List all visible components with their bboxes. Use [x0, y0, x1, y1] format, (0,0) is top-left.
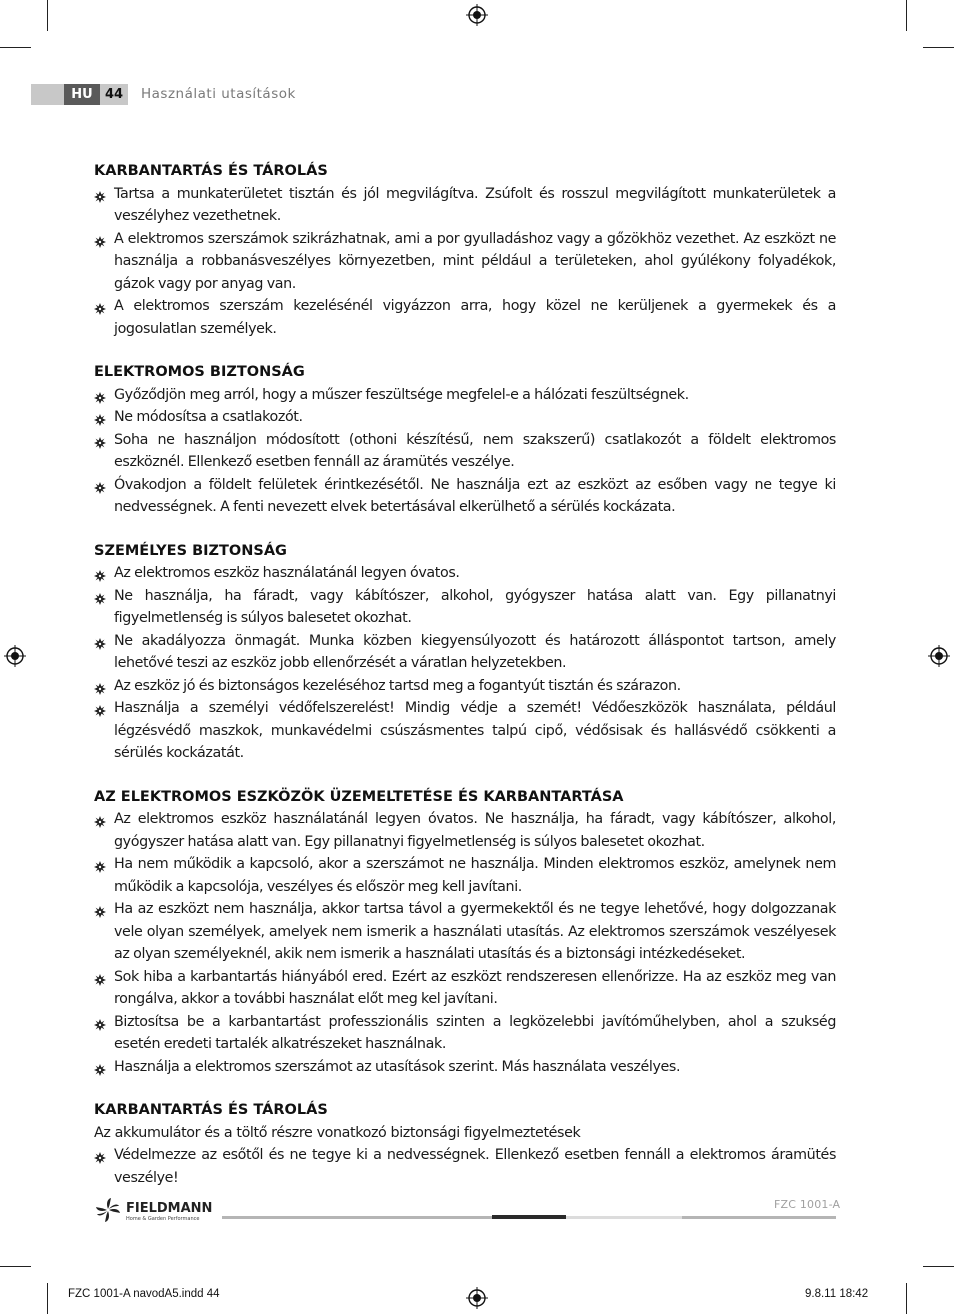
section-heading: KARBANTARTÁS ÉS TÁROLÁS	[94, 1102, 328, 1118]
list-item-text: Ne használja, ha fáradt, vagy kábítószer, alkohol, gyógyszer hatása alatt van. Egy pillanatnyi figyelmetlenség is súlyos balesetet okozhat.	[114, 587, 836, 626]
bullet-icon	[94, 1061, 106, 1073]
section	[94, 1099, 836, 1189]
list-item	[94, 585, 836, 630]
bullet-icon	[94, 903, 106, 915]
registration-mark-icon	[466, 4, 488, 26]
list-item-text: Ha nem működik a kapcsoló, akor a szerszámot ne használja. Minden elektromos eszköz, amelynek nem működik a kapcsolója, veszélyes és először meg kell javítani.	[114, 856, 836, 895]
list-item	[94, 1144, 836, 1189]
bullet-icon	[94, 971, 106, 983]
list-item	[94, 562, 836, 585]
list-item	[94, 853, 836, 898]
footer-rule	[682, 1216, 836, 1219]
bullet-icon	[94, 702, 106, 714]
list-item	[94, 474, 836, 519]
crop-mark	[906, 1283, 907, 1314]
footer-rule	[566, 1216, 682, 1219]
list-item	[94, 1011, 836, 1056]
list-item-text: Sok hiba a karbantartás hiányából ered. Ezért az eszközt rendszeresen ellenőrizze. Ha az eszköz meg van rongálva, akkor a további használat előt meg kel javítani.	[114, 968, 836, 1007]
bullet-list	[94, 1144, 836, 1189]
bullet-list	[94, 384, 836, 519]
list-item-text: A elektromos szerszám kezelésénél vigyázzon arra, hogy közel ne kerüljenek a gyermekek és a jogosulatlan személyek.	[114, 298, 836, 337]
model-code: FZC 1001-A	[774, 1198, 841, 1211]
section	[94, 361, 836, 519]
section-heading: AZ ELEKTROMOS ESZKÖZÖK ÜZEMELTETÉSE ÉS KARBANTARTÁSA	[94, 788, 624, 805]
crop-mark	[923, 1266, 954, 1267]
bullet-list	[94, 562, 836, 765]
bullet-icon	[94, 411, 106, 423]
list-item	[94, 966, 836, 1011]
bullet-icon	[94, 813, 106, 825]
crop-mark	[0, 1266, 31, 1267]
list-item-text: Biztosítsa be a karbantartást professzionális szinten a legközelebbi javítóműhelyben, ahol a szukség esetén eredeti tartalék alkatrészeket használnak.	[114, 1013, 836, 1052]
list-item	[94, 228, 836, 296]
bullet-list	[94, 183, 836, 341]
section	[94, 540, 836, 765]
registration-mark-icon	[466, 1287, 488, 1309]
bullet-icon	[94, 1149, 106, 1161]
crop-mark	[923, 47, 954, 48]
list-item	[94, 675, 836, 698]
list-item-text: Soha ne használjon módosított (othoni készítésű, nem szakszerű) csatlakozót a földelt elektromos eszköznél. Ellenkező esetben fennáll az áramütés veszélye.	[114, 431, 836, 470]
footer-rule	[222, 1216, 492, 1219]
section	[94, 160, 836, 340]
list-item-text: Győződjön meg arról, hogy a műszer feszültsége megfelel-e a hálózati feszültségnek.	[114, 386, 689, 403]
list-item-text: Az elektromos eszköz használatánál legyen óvatos. Ne használja, ha fáradt, vagy kábítószer, alkohol, gyógyszer hatása alatt van. Egy pillanatnyi figyelmetlenség is súlyos balesetet okozhat.	[114, 811, 836, 850]
section-heading: ELEKTROMOS BIZTONSÁG	[94, 364, 305, 380]
page-number: 44	[104, 87, 124, 102]
list-item	[94, 1056, 836, 1079]
list-item-text: Védelmezze az esőtől és ne tegye ki a nedvességnek. Ellenkező esetben fennáll a elektromos áramütés veszélye!	[114, 1147, 836, 1186]
crop-mark	[906, 0, 907, 31]
section-intro: Az akkumulátor és a töltő részre vonatkozó biztonsági figyelmeztetések	[94, 1124, 581, 1141]
section-heading: KARBANTARTÁS ÉS TÁROLÁS	[94, 163, 328, 179]
bullet-icon	[94, 1016, 106, 1028]
section-heading: SZEMÉLYES BIZTONSÁG	[94, 542, 287, 559]
list-item-text: Használja a elektromos szerszámot az utasítások szerint. Más használata veszélyes.	[114, 1058, 681, 1075]
list-item-text: A elektromos szerszámok szikrázhatnak, ami a por gyulladáshoz vagy a gőzökhöz vezethet. Az eszközt ne használja a robbanásveszélyes környezetben, mint például a területeken, ahol gyúlékony folyadékok, gázok vagy por anyag van.	[114, 230, 836, 292]
print-slug-file: FZC 1001-A navodA5.indd 44	[68, 1288, 220, 1300]
list-item	[94, 898, 836, 966]
footer-rule-accent	[492, 1215, 566, 1219]
fieldmann-logo	[94, 1197, 220, 1223]
bullet-icon	[94, 858, 106, 870]
list-item	[94, 697, 836, 765]
list-item	[94, 183, 836, 228]
bullet-icon	[94, 680, 106, 692]
registration-mark-icon	[928, 645, 950, 667]
list-item	[94, 406, 836, 429]
list-item	[94, 384, 836, 407]
list-item	[94, 808, 836, 853]
list-item-text: Az elektromos eszköz használatánál legyen óvatos.	[114, 565, 460, 581]
bullet-icon	[94, 635, 106, 647]
bullet-icon	[94, 300, 106, 312]
list-item	[94, 295, 836, 340]
bullet-icon	[94, 233, 106, 245]
crop-mark	[47, 0, 48, 31]
bullet-icon	[94, 479, 106, 491]
print-slug-datetime: 9.8.11 18:42	[805, 1288, 869, 1300]
document-body	[94, 160, 836, 1210]
brand-name: FIELDMANN	[126, 1201, 213, 1216]
section	[94, 786, 836, 1079]
bullet-icon	[94, 590, 106, 602]
bullet-icon	[94, 188, 106, 200]
list-item-text: Az eszköz jó és biztonságos kezeléséhoz tartsd meg a fogantyút tisztán és szárazon.	[114, 677, 681, 694]
registration-mark-icon	[4, 645, 26, 667]
bullet-icon	[94, 567, 106, 579]
language-badge: HU	[64, 84, 100, 105]
bullet-icon	[94, 434, 106, 446]
list-item-text: Tartsa a munkaterületet tisztán és jól megvilágítva. Zsúfolt és rosszul megvilágított munkaterületek a veszélyhez vezethetnek.	[114, 185, 836, 224]
running-title: Használati utasítások	[141, 86, 296, 102]
list-item-text: Ha az eszközt nem használja, akkor tartsa távol a gyermekektől és ne tegye lehetővé, hogy dolgozzanak vele olyan személyek, amelyek nem ismerik a használati utasítás. Az elektromos szerszámok veszélyesek az olyan személyeknél, akik nem ismerik a használati utasítás és a biztonsági intézkedéseket.	[114, 901, 836, 962]
bullet-list	[94, 808, 836, 1078]
crop-mark	[0, 47, 31, 48]
list-item-text: Óvakodjon a földelt felületek érintkezésétől. Ne használja ezt az eszközt az esőben vagy ne tegye ki nedvességnek. A fenti nevezett elvek betertásával elkerülhető a sérülés kockázata.	[114, 476, 836, 515]
list-item-text: Ne akadályozza önmagát. Munka közben kiegyensúlyozott és határozott álláspontot tartson, amely lehetővé teszi az eszköz jobb ellenőrzését a váratlan helyzetekben.	[114, 632, 836, 671]
bullet-icon	[94, 389, 106, 401]
brand-tagline: Home & Garden Performance	[126, 1216, 200, 1222]
crop-mark	[47, 1283, 48, 1314]
list-item-text: Ne módosítsa a csatlakozót.	[114, 409, 303, 425]
list-item-text: Használja a személyi védőfelszerelést! Mindig védje a szemét! Védőeszközök használata, például légzésvédő maszkok, munkavédelmi csúszásmentes talpú cipő, védősisak és hallásvédő csökkenti a sérülés kockázatát.	[114, 700, 836, 761]
list-item	[94, 429, 836, 474]
list-item	[94, 630, 836, 675]
